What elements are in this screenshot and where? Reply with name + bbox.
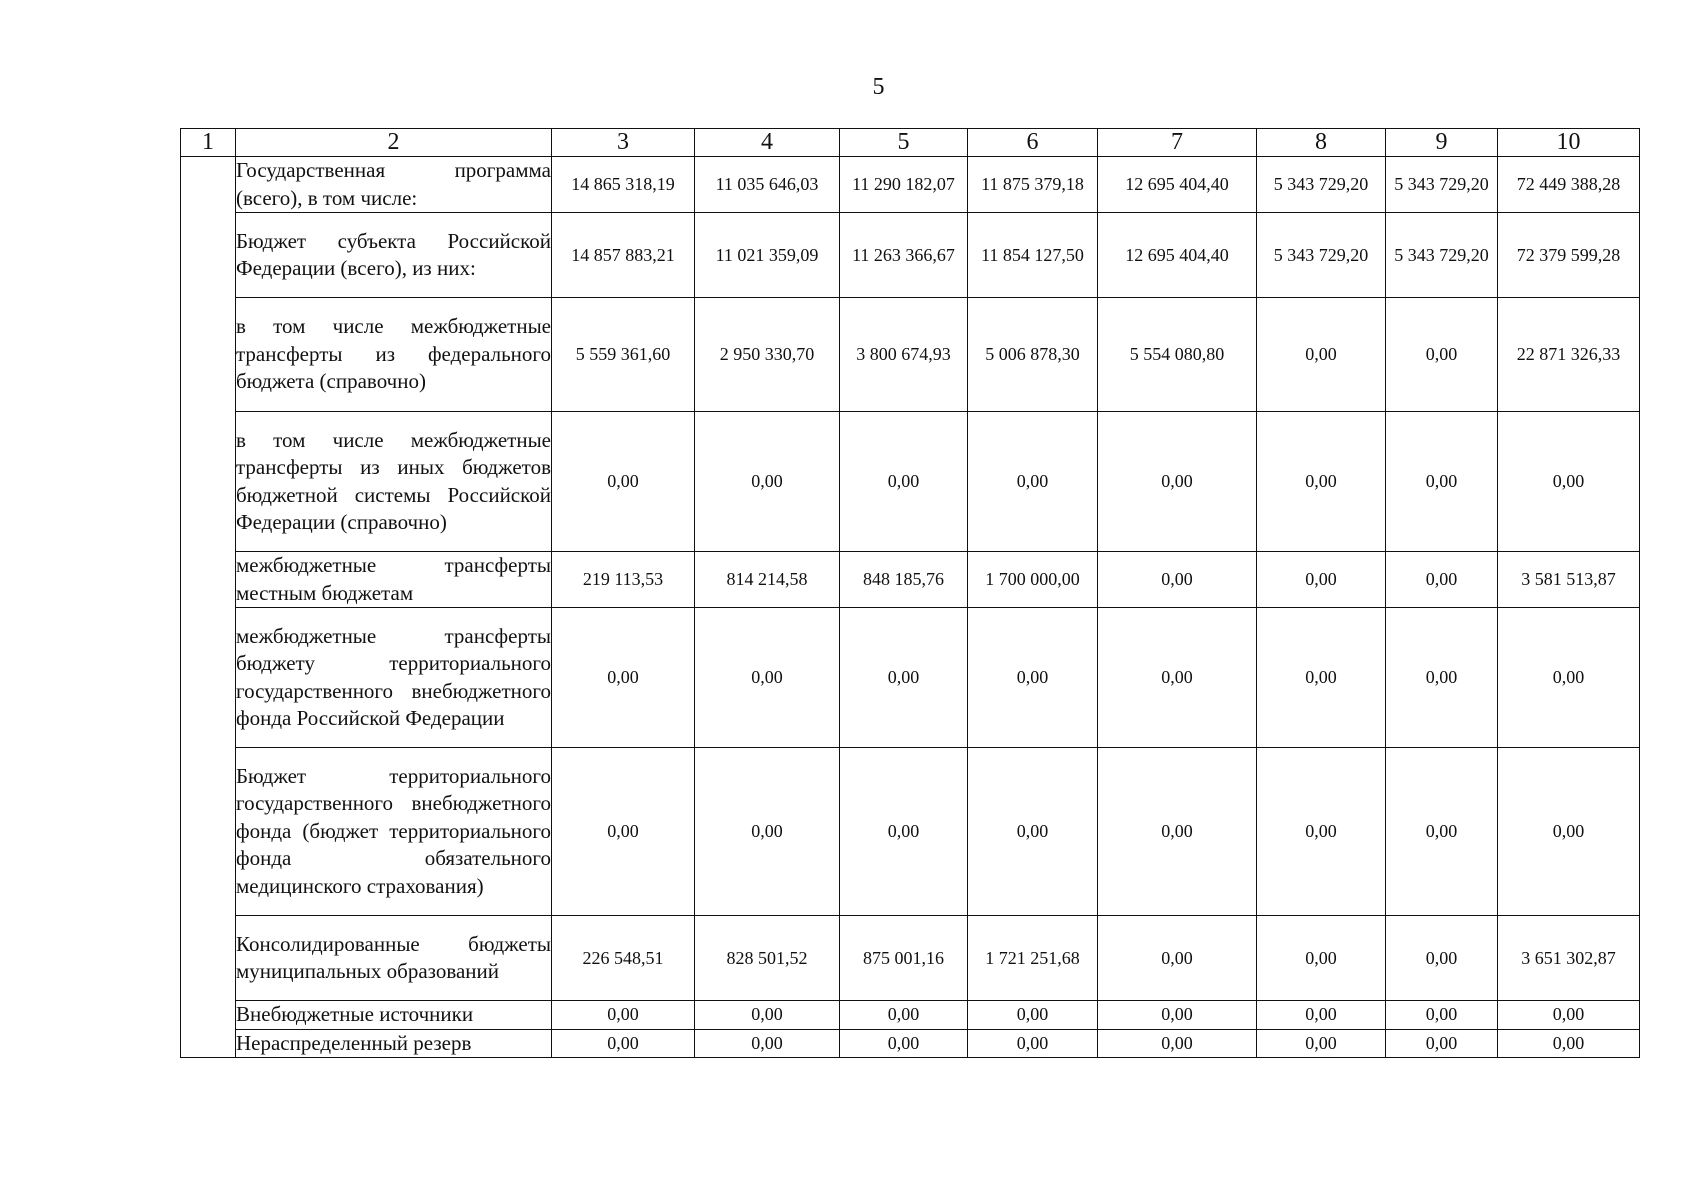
column-header: 4 [695, 129, 840, 157]
value-cell: 5 006 878,30 [968, 298, 1098, 412]
value-cell: 875 001,16 [840, 916, 968, 1001]
value-cell: 3 581 513,87 [1498, 552, 1640, 608]
value-cell: 11 290 182,07 [840, 157, 968, 213]
value-cell: 0,00 [1098, 1029, 1257, 1058]
value-cell: 0,00 [1498, 1001, 1640, 1030]
value-cell: 0,00 [968, 608, 1098, 748]
value-cell: 0,00 [968, 1029, 1098, 1058]
value-cell: 0,00 [1257, 1001, 1386, 1030]
value-cell: 0,00 [840, 748, 968, 916]
value-cell: 11 035 646,03 [695, 157, 840, 213]
value-cell: 0,00 [1098, 1001, 1257, 1030]
row-label: в том числе межбюджетные трансферты из иных бюджетов бюджетной системы Российской Федерации (справочно) [236, 412, 552, 552]
value-cell: 0,00 [1386, 1029, 1498, 1058]
value-cell: 0,00 [552, 748, 695, 916]
table-row [181, 608, 1640, 748]
value-cell: 0,00 [1257, 916, 1386, 1001]
value-cell: 0,00 [1098, 608, 1257, 748]
value-cell: 0,00 [968, 1001, 1098, 1030]
value-cell: 12 695 404,40 [1098, 213, 1257, 298]
table-row [181, 298, 1640, 412]
value-cell: 14 865 318,19 [552, 157, 695, 213]
value-cell: 12 695 404,40 [1098, 157, 1257, 213]
budget-table [180, 128, 1640, 1058]
value-cell: 0,00 [552, 1001, 695, 1030]
table-row [181, 748, 1640, 916]
column-header: 8 [1257, 129, 1386, 157]
row-label: в том числе межбюджетные трансферты из федерального бюджета (справочно) [236, 298, 552, 412]
page-number: 5 [872, 74, 885, 100]
column-header: 10 [1498, 129, 1640, 157]
value-cell: 219 113,53 [552, 552, 695, 608]
value-cell: 0,00 [1098, 412, 1257, 552]
value-cell: 0,00 [1386, 608, 1498, 748]
value-cell: 0,00 [1386, 412, 1498, 552]
value-cell: 0,00 [1098, 552, 1257, 608]
value-cell: 0,00 [840, 1029, 968, 1058]
value-cell: 0,00 [1257, 552, 1386, 608]
value-cell: 0,00 [1257, 608, 1386, 748]
value-cell: 0,00 [1098, 748, 1257, 916]
value-cell: 5 343 729,20 [1257, 157, 1386, 213]
value-cell: 0,00 [1098, 916, 1257, 1001]
column-header: 1 [181, 129, 236, 157]
value-cell: 0,00 [1498, 412, 1640, 552]
column-header: 2 [236, 129, 552, 157]
value-cell: 3 800 674,93 [840, 298, 968, 412]
row-label: Государственная программа (всего), в том числе: [236, 157, 552, 213]
value-cell: 1 700 000,00 [968, 552, 1098, 608]
value-cell: 1 721 251,68 [968, 916, 1098, 1001]
value-cell: 11 263 366,67 [840, 213, 968, 298]
row-label: Бюджет субъекта Российской Федерации (всего), из них: [236, 213, 552, 298]
row-label: межбюджетные трансферты бюджету территориального государственного внебюджетного фонда Российской Федерации [236, 608, 552, 748]
row-label: Бюджет территориального государственного внебюджетного фонда (бюджет территориального фонда обязательного медицинского страхования) [236, 748, 552, 916]
table-row [181, 213, 1640, 298]
value-cell: 0,00 [695, 608, 840, 748]
value-cell: 0,00 [552, 412, 695, 552]
value-cell: 22 871 326,33 [1498, 298, 1640, 412]
value-cell: 5 343 729,20 [1386, 213, 1498, 298]
value-cell: 0,00 [1257, 748, 1386, 916]
number-cell [181, 157, 236, 1058]
value-cell: 0,00 [695, 1029, 840, 1058]
value-cell: 0,00 [552, 1029, 695, 1058]
value-cell: 0,00 [695, 748, 840, 916]
value-cell: 0,00 [1498, 748, 1640, 916]
value-cell: 0,00 [1386, 916, 1498, 1001]
value-cell: 0,00 [1257, 298, 1386, 412]
table-row [181, 157, 1640, 213]
value-cell: 0,00 [840, 412, 968, 552]
value-cell: 11 875 379,18 [968, 157, 1098, 213]
row-label: межбюджетные трансферты местным бюджетам [236, 552, 552, 608]
column-header: 3 [552, 129, 695, 157]
value-cell: 0,00 [1386, 1001, 1498, 1030]
column-header: 5 [840, 129, 968, 157]
value-cell: 814 214,58 [695, 552, 840, 608]
value-cell: 828 501,52 [695, 916, 840, 1001]
value-cell: 5 343 729,20 [1386, 157, 1498, 213]
value-cell: 0,00 [840, 608, 968, 748]
table-row [181, 1029, 1640, 1058]
table-row [181, 552, 1640, 608]
value-cell: 0,00 [968, 412, 1098, 552]
table-row [181, 1001, 1640, 1030]
value-cell: 11 021 359,09 [695, 213, 840, 298]
value-cell: 0,00 [1257, 1029, 1386, 1058]
table-row [181, 412, 1640, 552]
value-cell: 72 449 388,28 [1498, 157, 1640, 213]
value-cell: 14 857 883,21 [552, 213, 695, 298]
value-cell: 0,00 [695, 1001, 840, 1030]
row-label: Нераспределенный резерв [236, 1029, 552, 1058]
value-cell: 848 185,76 [840, 552, 968, 608]
column-header: 9 [1386, 129, 1498, 157]
value-cell: 0,00 [1498, 608, 1640, 748]
value-cell: 2 950 330,70 [695, 298, 840, 412]
value-cell: 0,00 [1498, 1029, 1640, 1058]
table-row [181, 916, 1640, 1001]
value-cell: 0,00 [695, 412, 840, 552]
column-header: 6 [968, 129, 1098, 157]
value-cell: 0,00 [1386, 552, 1498, 608]
value-cell: 72 379 599,28 [1498, 213, 1640, 298]
row-label: Внебюджетные источники [236, 1001, 552, 1030]
value-cell: 0,00 [840, 1001, 968, 1030]
column-header: 7 [1098, 129, 1257, 157]
value-cell: 3 651 302,87 [1498, 916, 1640, 1001]
value-cell: 0,00 [1257, 412, 1386, 552]
value-cell: 0,00 [1386, 748, 1498, 916]
value-cell: 11 854 127,50 [968, 213, 1098, 298]
value-cell: 0,00 [1386, 298, 1498, 412]
value-cell: 5 559 361,60 [552, 298, 695, 412]
header-row [181, 129, 1640, 157]
value-cell: 0,00 [552, 608, 695, 748]
value-cell: 0,00 [968, 748, 1098, 916]
row-label: Консолидированные бюджеты муниципальных образований [236, 916, 552, 1001]
value-cell: 226 548,51 [552, 916, 695, 1001]
value-cell: 5 554 080,80 [1098, 298, 1257, 412]
value-cell: 5 343 729,20 [1257, 213, 1386, 298]
